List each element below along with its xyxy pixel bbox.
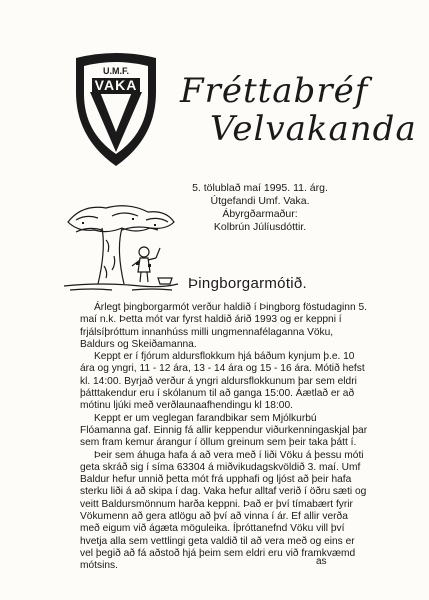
tree-illustration bbox=[62, 200, 180, 292]
article-heading: Þingborgarmótið. bbox=[188, 275, 308, 292]
tree-trunk bbox=[98, 228, 124, 284]
article-paragraph: Keppt er um veglegan farandbikar sem Mjólkurbú Flóamanna gaf. Einnig fá allir keppendur viðurkenningaskjal þar sem fram kemur árangur í öllum greinum sem þeir taka þátt í. bbox=[80, 412, 368, 449]
title-line-2: Velvakanda bbox=[210, 109, 417, 149]
umf-vaka-logo bbox=[72, 52, 160, 170]
child-head bbox=[139, 247, 149, 257]
issue-info bbox=[150, 182, 370, 234]
logo-text-main: VAKA bbox=[94, 77, 138, 93]
article-paragraph: Árlegt þingborgarmót verður haldið í Þingborg föstudaginn 5. maí n.k. Þetta mót var fyrst haldið árið 1993 og er keppni í frjálsíþróttum innanhúss milli ungmennafélaganna Vöku, Baldurs og Skeiðamanna. bbox=[80, 302, 367, 350]
issue-line-4: Kolbrún Júlíusdóttir. bbox=[213, 221, 307, 233]
article-signature: as bbox=[316, 556, 327, 567]
issue-line-1: 5. tölublað maí 1995. 11. árg. bbox=[192, 182, 328, 194]
logo-text-top: U.M.F. bbox=[103, 66, 129, 76]
title-line-1: Fréttabréf bbox=[180, 71, 369, 111]
article-paragraph: Þeir sem áhuga hafa á að vera með í liði Vöku á þessu móti geta skráð sig í síma 63304 á miðvikudagskvöldið 3. maí. Umf Baldur hefur unnið þetta mót frá upphafi og ljóst að þeir hafa sterku liði á að skipa í dag. Vaka hefur alltaf verið í öðru sæti og veitt Baldursmönnum harða keppni. Það er því tímabært fyrir Vökumenn að gera atlögu að því að vinna í ár. Ef allir verða með eigum við ágæta möguleika. Íþróttanefnd Vöku vill því hvetja alla sem vettlingi geta valdið til að vera með og eins er vel þegið að fá aðstoð hjá þeim sem eldri eru við framkvæmd mótsins. bbox=[80, 449, 367, 572]
issue-line-2: Útgefandi Umf. Vaka. bbox=[210, 195, 310, 207]
newsletter-title bbox=[180, 72, 420, 148]
issue-line-3: Ábyrgðarmaður: bbox=[222, 208, 298, 220]
article-paragraph: Keppt er í fjórum aldursflokkum hjá báðum kynjum þ.e. 10 ára og yngri, 11 - 12 ára, 13 - 14 ára og 15 - 16 ára. Mótið hefst kl. 14:00. Byrjað verður á yngri aldursflokkunum þar sem eldri þátttakendur eru í skólanum til að ganga 15:00. Áætlað er að mótinu ljúki með verðlaunaafhendingu kl 18:00. bbox=[80, 351, 365, 412]
article-body bbox=[80, 302, 370, 573]
